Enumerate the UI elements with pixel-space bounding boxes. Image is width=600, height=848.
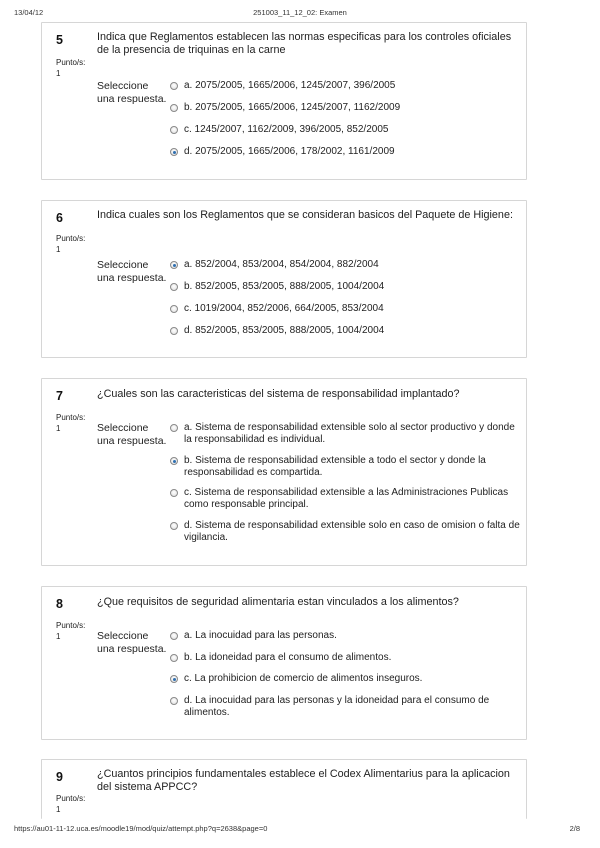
option-b[interactable] — [170, 455, 520, 479]
radio-unselected-icon[interactable] — [170, 632, 178, 640]
option-text: b. Sistema de responsabilidad extensible a todo el sector y donde la responsabilidad es compartida. — [184, 455, 486, 478]
radio-unselected-icon[interactable] — [170, 305, 178, 313]
radio-unselected-icon[interactable] — [170, 327, 178, 335]
option-text: a. 852/2004, 853/2004, 854/2004, 882/2004 — [184, 259, 379, 270]
question-number: 8 — [56, 597, 63, 611]
option-b[interactable] — [170, 281, 520, 293]
option-text: b. La idoneidad para el consumo de alimentos. — [184, 652, 392, 663]
option-d[interactable] — [170, 325, 520, 337]
points-label: Punto/s: — [56, 58, 86, 67]
question-text: ¿Cuantos principios fundamentales establece el Codex Alimentarius para la aplicacion del sistema APPCC? — [97, 768, 510, 793]
question-number: 7 — [56, 389, 63, 403]
option-text: b. 2075/2005, 1665/2006, 1245/2007, 1162/2009 — [184, 102, 401, 113]
option-b[interactable] — [170, 102, 520, 114]
question-text: ¿Cuales son las caracteristicas del sistema de responsabilidad implantado? — [97, 388, 460, 400]
option-a[interactable] — [170, 259, 520, 271]
radio-selected-icon[interactable] — [170, 457, 178, 465]
option-text: c. 1019/2004, 852/2006, 664/2005, 853/2004 — [184, 303, 384, 314]
option-text: b. 852/2005, 853/2005, 888/2005, 1004/2004 — [184, 281, 385, 292]
radio-unselected-icon[interactable] — [170, 82, 178, 90]
radio-unselected-icon[interactable] — [170, 522, 178, 530]
radio-unselected-icon[interactable] — [170, 697, 178, 705]
radio-unselected-icon[interactable] — [170, 104, 178, 112]
question-5 — [41, 22, 527, 180]
points-label: Punto/s: — [56, 413, 86, 422]
option-b[interactable] — [170, 652, 520, 664]
points-label: Punto/s: — [56, 234, 86, 243]
option-a[interactable] — [170, 422, 520, 446]
radio-unselected-icon[interactable] — [170, 424, 178, 432]
option-text: a. La inocuidad para las personas. — [184, 630, 337, 641]
option-c[interactable] — [170, 487, 520, 511]
radio-unselected-icon[interactable] — [170, 654, 178, 662]
question-6 — [41, 200, 527, 358]
option-text: d. Sistema de responsabilidad extensible solo en caso de omision o falta de vigilancia. — [184, 520, 520, 543]
option-text: a. Sistema de responsabilidad extensible solo al sector productivo y donde la responsabilidad es individual. — [184, 422, 515, 445]
radio-unselected-icon[interactable] — [170, 283, 178, 291]
option-text: c. La prohibicion de comercio de alimentos inseguros. — [184, 673, 423, 684]
option-text: d. La inocuidad para las personas y la idoneidad para el consumo de alimentos. — [184, 695, 490, 718]
select-answer-label: Seleccione una respuesta. — [97, 422, 167, 447]
question-text: Indica cuales son los Reglamentos que se consideran basicos del Paquete de Higiene: — [97, 209, 513, 221]
option-c[interactable] — [170, 673, 520, 685]
option-c[interactable] — [170, 303, 520, 315]
question-7 — [41, 378, 527, 566]
points-label: Punto/s: — [56, 794, 86, 803]
points-value: 1 — [56, 245, 61, 254]
option-d[interactable] — [170, 695, 520, 719]
page-title: 251003_11_12_02: Examen — [253, 8, 347, 17]
question-8 — [41, 586, 527, 740]
question-number: 6 — [56, 211, 63, 225]
select-answer-label: Seleccione una respuesta. — [97, 630, 167, 655]
select-answer-label: Seleccione una respuesta. — [97, 259, 167, 284]
points-value: 1 — [56, 805, 61, 814]
radio-unselected-icon[interactable] — [170, 489, 178, 497]
radio-selected-icon[interactable] — [170, 261, 178, 269]
question-number: 9 — [56, 770, 63, 784]
option-text: a. 2075/2005, 1665/2006, 1245/2007, 396/2005 — [184, 80, 396, 91]
radio-unselected-icon[interactable] — [170, 126, 178, 134]
option-text: d. 852/2005, 853/2005, 888/2005, 1004/2004 — [184, 325, 385, 336]
question-text: Indica que Reglamentos establecen las normas especificas para los controles oficiales de la presencia de triquinas en la carne — [97, 31, 512, 56]
print-date: 13/04/12 — [14, 8, 44, 17]
page-url: https://au01-11-12.uca.es/moodle19/mod/quiz/attempt.php?q=2638&page=0 — [14, 824, 268, 833]
question-number: 5 — [56, 33, 63, 47]
radio-selected-icon[interactable] — [170, 675, 178, 683]
question-text: ¿Que requisitos de seguridad alimentaria estan vinculados a los alimentos? — [97, 596, 459, 608]
page-number: 2/8 — [569, 824, 580, 833]
points-value: 1 — [56, 69, 61, 78]
option-c[interactable] — [170, 124, 520, 136]
question-9 — [41, 759, 527, 819]
points-value: 1 — [56, 424, 61, 433]
points-value: 1 — [56, 632, 61, 641]
option-a[interactable] — [170, 630, 520, 642]
option-text: c. Sistema de responsabilidad extensible a las Administraciones Publicas como responsable principal. — [184, 487, 509, 510]
select-answer-label: Seleccione una respuesta. — [97, 80, 167, 105]
radio-selected-icon[interactable] — [170, 148, 178, 156]
option-d[interactable] — [170, 520, 520, 544]
option-text: c. 1245/2007, 1162/2009, 396/2005, 852/2005 — [184, 124, 389, 135]
option-a[interactable] — [170, 80, 520, 92]
option-text: d. 2075/2005, 1665/2006, 178/2002, 1161/2009 — [184, 146, 395, 157]
points-label: Punto/s: — [56, 621, 86, 630]
option-d[interactable] — [170, 146, 520, 158]
